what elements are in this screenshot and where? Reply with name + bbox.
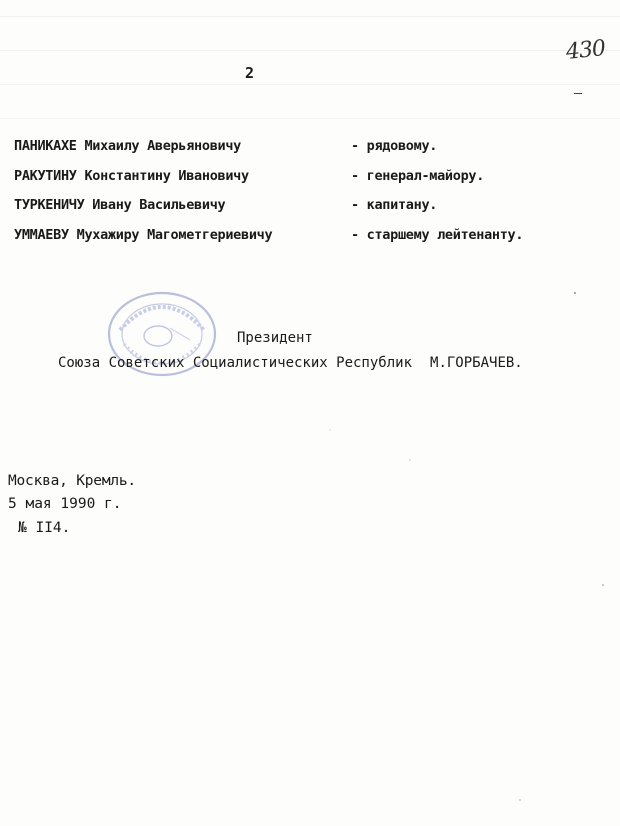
decree-number: № II4. xyxy=(18,520,71,536)
date-of-signing: 5 мая 1990 г. xyxy=(8,496,122,512)
recipient-rank: - капитану. xyxy=(351,197,438,213)
place-of-signing: Москва, Кремль. xyxy=(8,473,136,489)
state-name: Союза Советских Социалистических Республик xyxy=(58,355,413,371)
recipient-name: ТУРКЕНИЧУ Ивану Васильевичу xyxy=(14,197,226,213)
archive-page-number: 430 xyxy=(564,36,607,65)
recipient-rank: - старшему лейтенанту. xyxy=(351,227,524,243)
page-number: 2 xyxy=(245,64,255,82)
recipient-name: УММАЕВУ Мухажиру Магометгериевичу xyxy=(14,227,273,243)
recipient-rank: - генерал-майору. xyxy=(351,168,485,184)
recipient-rank: - рядовому. xyxy=(351,138,438,154)
recipient-name: РАКУТИНУ Константину Ивановичу xyxy=(14,168,249,184)
recipient-name: ПАНИКАХЕ Михаилу Аверьяновичу xyxy=(14,138,242,154)
signatory-title: Президент xyxy=(237,330,313,346)
signer-name: М.ГОРБАЧЕВ. xyxy=(430,355,523,371)
